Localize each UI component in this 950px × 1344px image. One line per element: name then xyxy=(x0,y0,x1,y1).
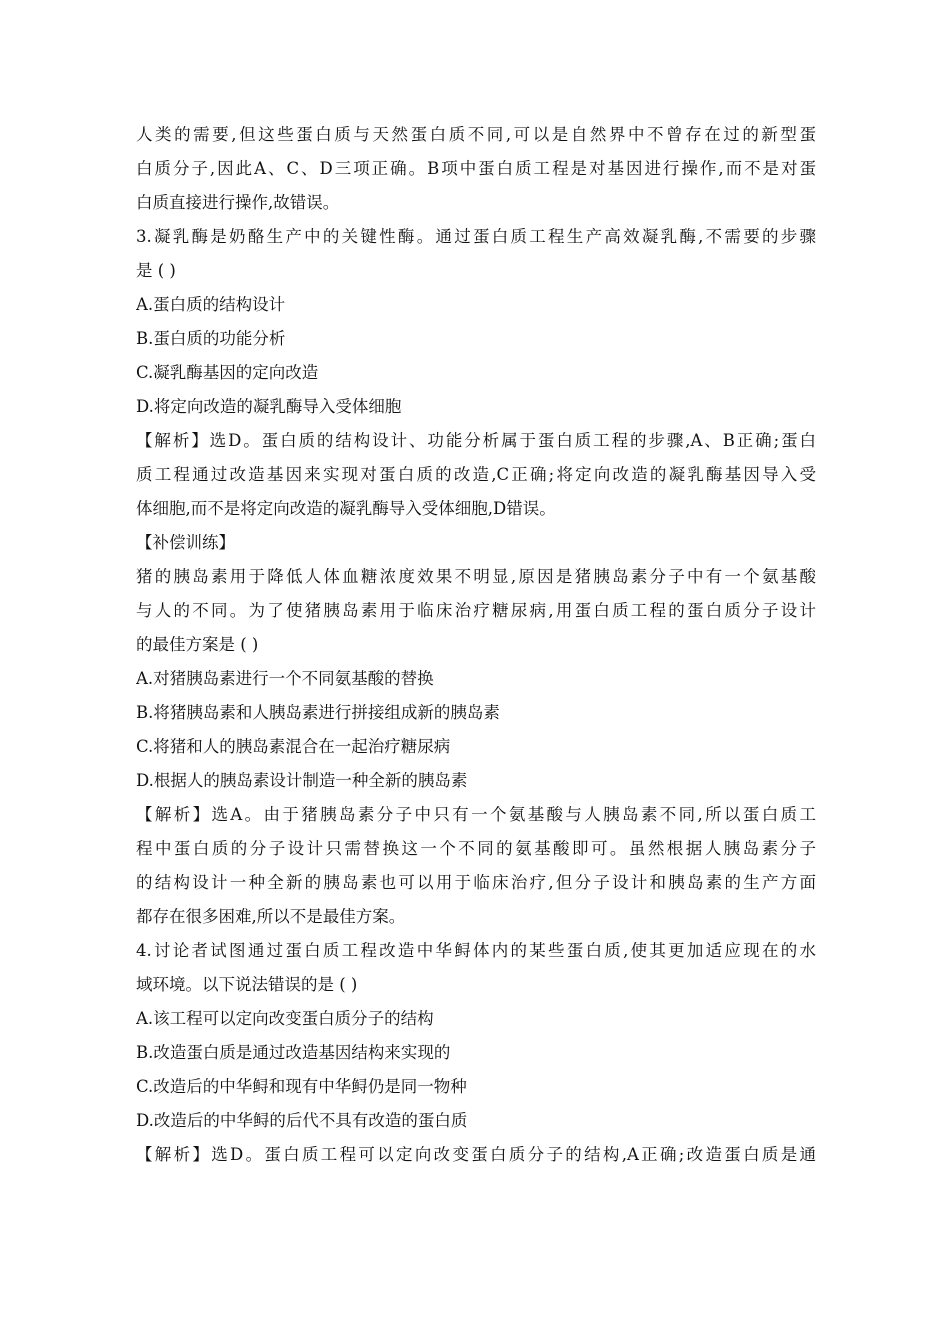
supplementary-analysis: 都存在很多困难,所以不是最佳方案。 xyxy=(136,907,406,926)
question-3-analysis: 质工程通过改造基因来实现对蛋白质的改造,C正确;将定向改造的凝乳酶基因导入受 xyxy=(136,465,816,484)
section-heading-supplementary: 【补偿训练】 xyxy=(136,533,235,552)
question-4-option-d: D.改造后的中华鲟的后代不具有改造的蛋白质 xyxy=(136,1111,468,1130)
question-4-option-c: C.改造后的中华鲟和现有中华鲟仍是同一物种 xyxy=(136,1077,467,1096)
supplementary-question-stem-end: 的最佳方案是 ( ) xyxy=(136,635,259,654)
supplementary-option-d: D.根据人的胰岛素设计制造一种全新的胰岛素 xyxy=(136,771,468,790)
supplementary-option-b: B.将猪胰岛素和人胰岛素进行拼接组成新的胰岛素 xyxy=(136,703,500,722)
text-line: 白质分子,因此A、C、D三项正确。B项中蛋白质工程是对基因进行操作,而不是对蛋 xyxy=(136,159,816,178)
question-4-stem: 4.讨论者试图通过蛋白质工程改造中华鲟体内的某些蛋白质,使其更加适应现在的水 xyxy=(136,941,816,960)
text-line: 人类的需要,但这些蛋白质与天然蛋白质不同,可以是自然界中不曾存在过的新型蛋 xyxy=(136,125,816,144)
supplementary-analysis: 【解析】选A。由于猪胰岛素分子中只有一个氨基酸与人胰岛素不同,所以蛋白质工 xyxy=(136,805,816,824)
question-4-analysis: 【解析】选D。蛋白质工程可以定向改变蛋白质分子的结构,A正确;改造蛋白质是通 xyxy=(136,1145,816,1164)
question-3-option-d: D.将定向改造的凝乳酶导入受体细胞 xyxy=(136,397,402,416)
question-3-option-c: C.凝乳酶基因的定向改造 xyxy=(136,363,319,382)
supplementary-analysis: 程中蛋白质的分子设计只需替换这一个不同的氨基酸即可。虽然根据人胰岛素分子 xyxy=(136,839,816,858)
question-3-analysis: 【解析】选D。蛋白质的结构设计、功能分析属于蛋白质工程的步骤,A、B正确;蛋白 xyxy=(136,431,816,450)
question-3-stem-end: 是 ( ) xyxy=(136,261,176,280)
supplementary-question-stem: 猪的胰岛素用于降低人体血糖浓度效果不明显,原因是猪胰岛素分子中有一个氨基酸 xyxy=(136,567,816,586)
supplementary-option-c: C.将猪和人的胰岛素混合在一起治疗糖尿病 xyxy=(136,737,451,756)
supplementary-question-stem: 与人的不同。为了使猪胰岛素用于临床治疗糖尿病,用蛋白质工程的蛋白质分子设计 xyxy=(136,601,816,620)
question-3-analysis: 体细胞,而不是将定向改造的凝乳酶导入受体细胞,D错误。 xyxy=(136,499,556,518)
document-body xyxy=(136,118,816,1172)
question-4-option-b: B.改造蛋白质是通过改造基因结构来实现的 xyxy=(136,1043,451,1062)
question-4-stem-end: 域环境。以下说法错误的是 ( ) xyxy=(136,975,358,994)
text-line: 白质直接进行操作,故错误。 xyxy=(136,193,340,212)
question-3-option-a: A.蛋白质的结构设计 xyxy=(136,295,286,314)
question-4-option-a: A.该工程可以定向改变蛋白质分子的结构 xyxy=(136,1009,434,1028)
question-3-option-b: B.蛋白质的功能分析 xyxy=(136,329,286,348)
supplementary-option-a: A.对猪胰岛素进行一个不同氨基酸的替换 xyxy=(136,669,434,688)
supplementary-analysis: 的结构设计一种全新的胰岛素也可以用于临床治疗,但分子设计和胰岛素的生产方面 xyxy=(136,873,816,892)
question-3-stem: 3.凝乳酶是奶酪生产中的关键性酶。通过蛋白质工程生产高效凝乳酶,不需要的步骤 xyxy=(136,227,816,246)
